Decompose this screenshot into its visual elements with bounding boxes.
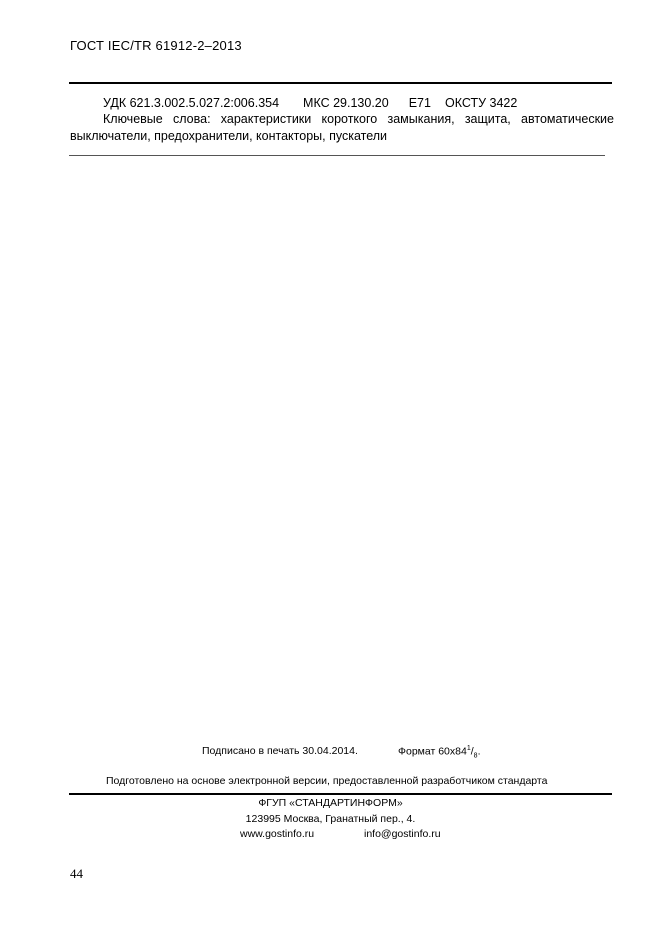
publisher-rule [69,793,612,795]
signed-to-print: Подписано в печать 30.04.2014. [202,745,358,757]
print-format: Формат $60x84^1/_8$. [398,745,481,760]
keywords-rule [69,155,605,156]
format-prefix: Формат 60x84 [398,745,467,758]
keywords-paragraph: Ключевые слова: характеристики короткого замыкания, защита, автоматические выключатели, предохранители, контакторы, пускатели [70,112,614,143]
publisher-address: 123995 Москва, Гранатный пер., 4. [245,813,416,825]
publisher-website[interactable]: www.gostinfo.ru [240,828,315,840]
e-code: Е71 [408,96,431,110]
udk-code: УДК 621.3.002.5.027.2:006.354 [103,96,280,110]
page-number: 44 [70,866,83,881]
format-numerator: 1 [466,745,471,752]
format-suffix: . [477,745,481,758]
standard-header: ГОСТ IEC/TR 61912-2–2013 [70,38,242,53]
mks-code: МКС 29.130.20 [303,96,389,110]
prepared-note: Подготовлено на основе электронной версии, предоставленной разработчиком стандарта [106,775,548,787]
publisher-name: ФГУП «СТАНДАРТИНФОРМ» [258,797,403,809]
publisher-email[interactable]: info@gostinfo.ru [364,828,441,840]
okstu-code: ОКСТУ 3422 [444,96,518,110]
header-rule [69,82,612,84]
classification-codes [103,96,517,110]
format-denominator: 8 [473,752,478,760]
